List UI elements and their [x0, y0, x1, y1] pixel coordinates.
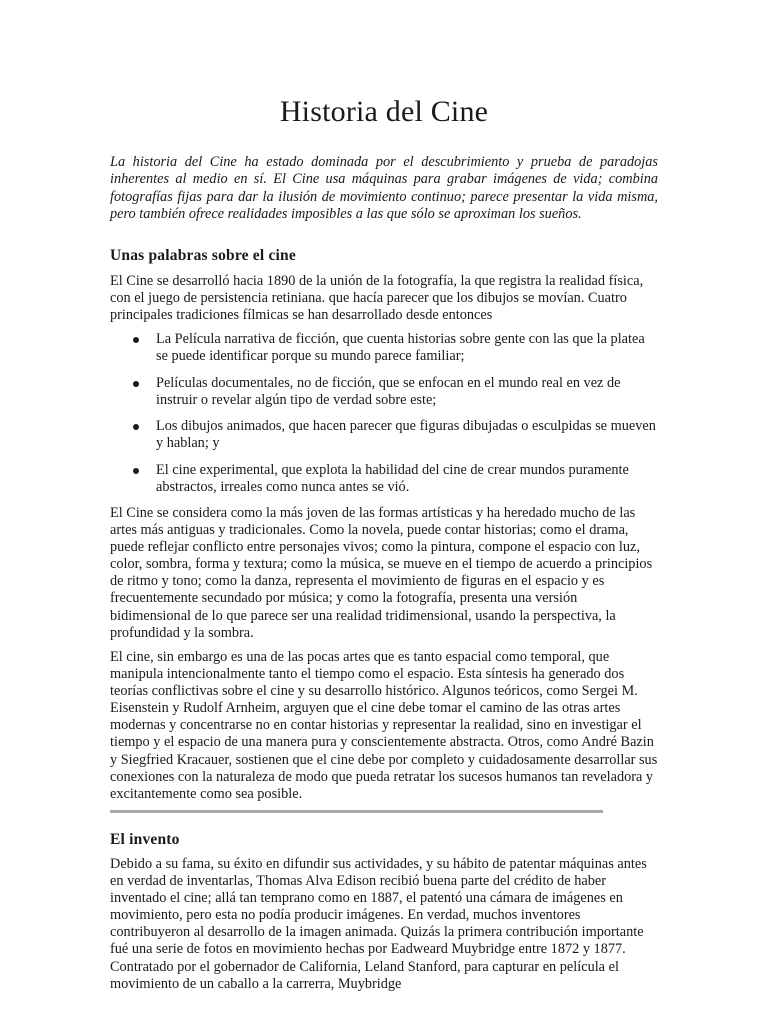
body-paragraph: El Cine se considera como la más joven de las formas artísticas y ha heredado mucho de las artes más antiguas y tradicionales. Como la novela, puede contar historias; como el drama, puede reflejar conflicto entre personajes vivos; como la pintura, compone el espacio con luz, color, sombra, forma y textura; como la música, se mueve en el tiempo de acuerdo a principios de ritmo y tono; como la danza, representa el movimiento de figuras en el espacio y es frecuentemente secundado por música; y como la fotografía, presenta una versión bidimensional de lo que parece ser una realidad tridimensional, usando la perspectiva, la profundidad y la sombra. — [110, 505, 653, 641]
bullet-icon — [133, 468, 139, 474]
section-heading-palabras: Unas palabras sobre el cine — [110, 247, 296, 264]
section-heading-invento: El invento — [110, 831, 180, 848]
section-divider — [110, 810, 603, 813]
bullet-icon — [133, 381, 139, 387]
list-item — [110, 375, 658, 409]
list-item — [110, 462, 658, 496]
list-item — [110, 331, 658, 365]
body-paragraph: Debido a su fama, su éxito en difundir sus actividades, y su hábito de patentar máquinas antes en verdad de inventarlas, Thomas Alva Edison recibió buena parte del crédito de haber inventado el cine; allá tan temprano como en 1887, el patentó una cámara de imágenes en movimiento, pero esta no podía producir imágenes. En verdad, muchos inventores contribuyeron al desarrollo de la imagen animada. Quizás la primera contribución importante fué una serie de fotos en movimiento hechas por Eadweard Muybridge entre 1872 y 1877. Contratado por el gobernador de California, Leland Stanford, para capturar en película el movimiento de un caballo a la carrerra, Muybridge — [110, 856, 647, 992]
list-item-text: Los dibujos animados, que hacen parecer que figuras dibujadas o esculpidas se mueven y hablan; y — [156, 418, 656, 452]
film-traditions-list — [110, 331, 658, 506]
abstract-paragraph: La historia del Cine ha estado dominada por el descubrimiento y prueba de paradojas inherentes al medio en sí. El Cine usa máquinas para grabar imágenes de vida; combina fotografías fijas para dar la ilusión de movimiento continuo; parece presentar la vida misma, pero también ofrece realidades imposibles a las que sólo se aproximan los sueños. — [110, 154, 658, 222]
section-intro-paragraph: El Cine se desarrolló hacia 1890 de la unión de la fotografía, la que registra la realidad física, con el juego de persistencia retiniana. que hacía parecer que los dibujos se movían. Cuatro principales tradiciones fílmicas se han desarrollado desde entonces — [110, 273, 644, 324]
list-item-text: La Película narrativa de ficción, que cuenta historias sobre gente con las que la platea se puede identificar porque su mundo parece familiar; — [156, 331, 645, 365]
list-item-text: El cine experimental, que explota la habilidad del cine de crear mundos puramente abstractos, irreales como nunca antes se vió. — [156, 462, 629, 496]
bullet-icon — [133, 337, 139, 343]
document-title: Historia del Cine — [279, 95, 489, 128]
bullet-icon — [133, 424, 139, 430]
body-paragraph: El cine, sin embargo es una de las pocas artes que es tanto espacial como temporal, que manipula intencionalmente tanto el tiempo como el espacio. Esta síntesis ha generado dos teorías conflictivas sobre el cine y su desarrollo histórico. Algunos teóricos, como Sergei M. Eisenstein y Rudolf Arnheim, arguyen que el cine debe tomar el camino de las otras artes modernas y concentrarse no en contar historias y representar la realidad, sino en investigar el tiempo y el espacio de una manera pura y conscientemente abstracta. Otros, como André Bazin y Siegfried Kracauer, sostienen que el cine debe por completo y cuidadosamente desarrollar sus conexiones con la naturaleza de modo que pueda retratar los sucesos humanos tan reveladora y excitantemente como sea posible. — [110, 649, 658, 802]
list-item — [110, 418, 658, 452]
list-item-text: Películas documentales, no de ficción, que se enfocan en el mundo real en vez de instruir o revelar algún tipo de verdad sobre este; — [156, 374, 621, 408]
